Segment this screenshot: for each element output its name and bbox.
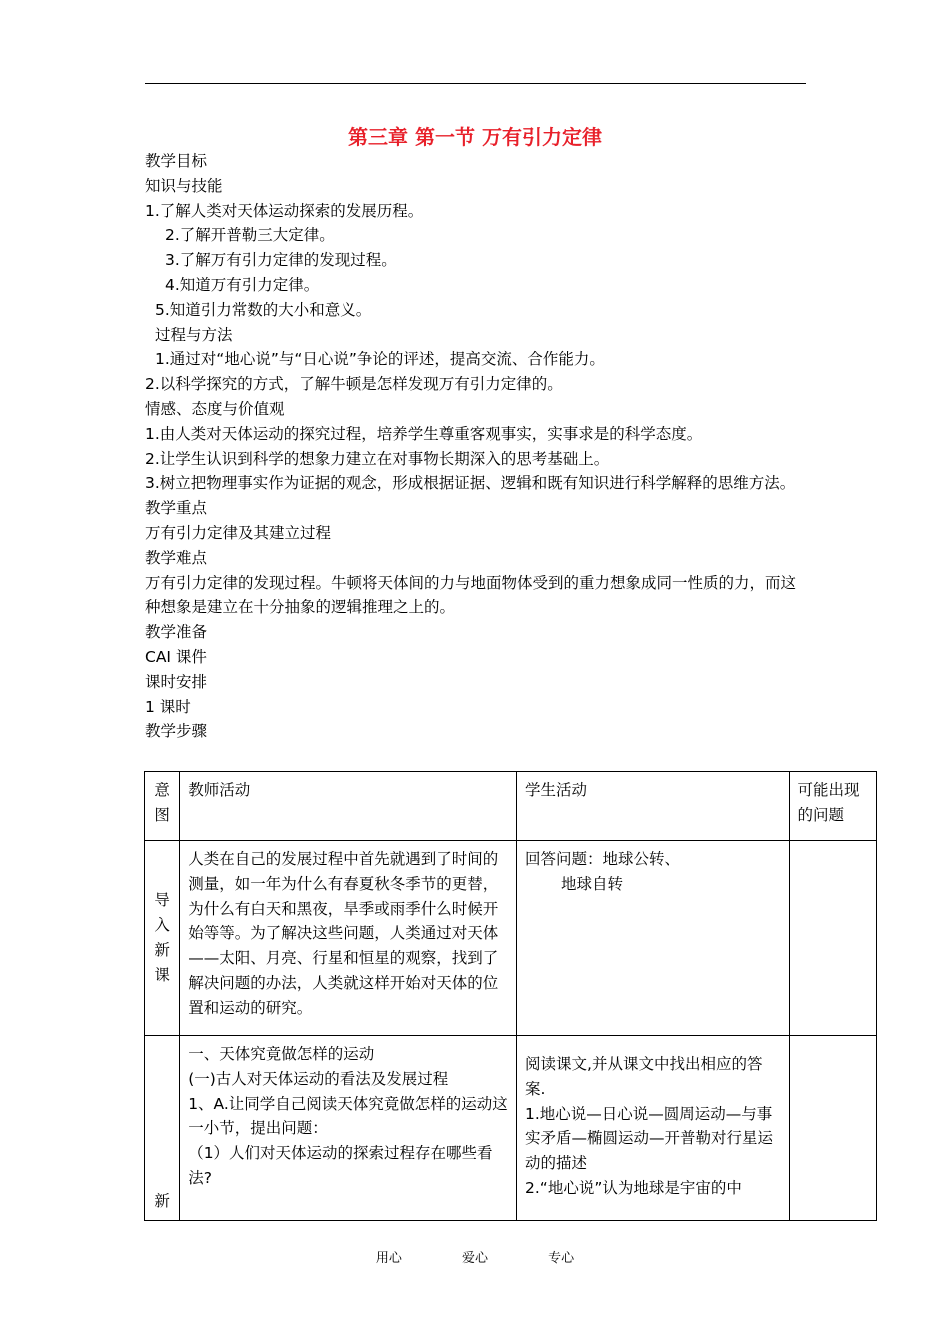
list-item: 1.了解人类对天体运动探索的发展历程。 [145, 201, 424, 220]
document-body [145, 149, 810, 744]
list-item: 2.了解开普勒三大定律。 [165, 226, 335, 245]
page-footer [0, 1247, 950, 1266]
student-activity-cell [517, 1036, 789, 1221]
section-heading: 教学难点 [145, 548, 208, 567]
section-heading: 教学步骤 [145, 722, 208, 741]
header-rule [145, 83, 806, 84]
list-item: 1.由人类对天体运动的探究过程，培养学生尊重客观事实，实事求是的科学态度。 [145, 424, 703, 443]
table-row [145, 1036, 877, 1221]
footer-text: 爱心 [461, 1251, 488, 1266]
subsection-heading: 知识与技能 [145, 176, 223, 195]
student-activity-line: 1.地心说—日心说—圆周运动—与事实矛盾—椭圆运动—开普勒对行星运动的描述 [525, 1104, 774, 1173]
list-item: 5.知道引力常数的大小和意义。 [155, 300, 372, 319]
student-activity-line: 阅读课文,并从课文中找出相应的答案. [525, 1055, 763, 1098]
section-heading: 课时安排 [145, 672, 208, 691]
header-cell-issues: 可能出现的问题 [789, 772, 877, 841]
teacher-activity-cell [180, 1036, 517, 1221]
teacher-activity-cell: 人类在自己的发展过程中首先就遇到了时间的测量，如一年为什么有春夏秋冬季节的更替，为什么有白天和黑夜，旱季或雨季什么时候开始等等。为了解决这些问题，人类通过对天体——太阳、月亮、行星和恒星的观察，找到了解决问题的办法，人类就这样开始对天体的位置和运动的研究。 [180, 841, 517, 1036]
student-activity-line: 2.“地心说”认为地球是宇宙的中 [525, 1178, 742, 1197]
issues-cell [789, 841, 877, 1036]
header-cell-intent: 意图 [145, 772, 180, 841]
issues-cell [789, 1036, 877, 1221]
list-item: 1.通过对“地心说”与“日心说”争论的评述，提高交流、合作能力。 [155, 350, 605, 369]
list-item: 4.知道万有引力定律。 [165, 275, 320, 294]
teacher-activity-line: （1）人们对天体运动的探索过程存在哪些看法? [188, 1144, 493, 1187]
section-heading: 教学重点 [145, 499, 208, 518]
list-item: 3.树立把物理事实作为证据的观念，形成根据证据、逻辑和既有知识进行科学解释的思维方法。 [145, 474, 796, 493]
intent-cell: 新 [145, 1036, 180, 1221]
paragraph: 1 课时 [145, 697, 191, 716]
student-activity-cell [517, 841, 789, 1036]
list-item: 3.了解万有引力定律的发现过程。 [165, 251, 397, 270]
teacher-activity-line: 1、A.让同学自己阅读天体究竟做怎样的运动这一小节，提出问题： [188, 1094, 508, 1138]
subsection-heading: 过程与方法 [155, 325, 233, 344]
section-heading: 教学目标 [145, 152, 208, 170]
teacher-activity-line: 一、天体究竟做怎样的运动 [188, 1045, 375, 1063]
header-cell-student: 学生活动 [517, 772, 789, 841]
document-title: 第三章 第一节 万有引力定律 [348, 125, 602, 149]
paragraph: 万有引力定律的发现过程。牛顿将天体间的力与地面物体受到的重力想象成同一性质的力，而这种想象是建立在十分抽象的逻辑推理之上的。 [145, 573, 797, 617]
footer-text: 用心 [375, 1251, 402, 1266]
intent-cell: 导入新课 [145, 841, 180, 1036]
subsection-heading: 情感、态度与价值观 [145, 399, 285, 418]
teaching-steps-table [144, 771, 877, 1221]
paragraph: CAI 课件 [145, 647, 207, 666]
student-activity-line: 地球自转 [561, 874, 624, 893]
header-cell-teacher: 教师活动 [180, 772, 517, 841]
table-row [145, 841, 877, 1036]
footer-text: 专心 [548, 1251, 575, 1266]
list-item: 2.让学生认识到科学的想象力建立在对事物长期深入的思考基础上。 [145, 449, 610, 468]
list-item: 2.以科学探究的方式，了解牛顿是怎样发现万有引力定律的。 [145, 375, 563, 394]
student-activity-line: 回答问题：地球公转、 [525, 850, 681, 868]
table-header-row [145, 772, 877, 841]
teacher-activity-line: (一)古人对天体运动的看法及发展过程 [188, 1069, 449, 1088]
paragraph: 万有引力定律及其建立过程 [145, 523, 332, 542]
section-heading: 教学准备 [145, 623, 208, 642]
